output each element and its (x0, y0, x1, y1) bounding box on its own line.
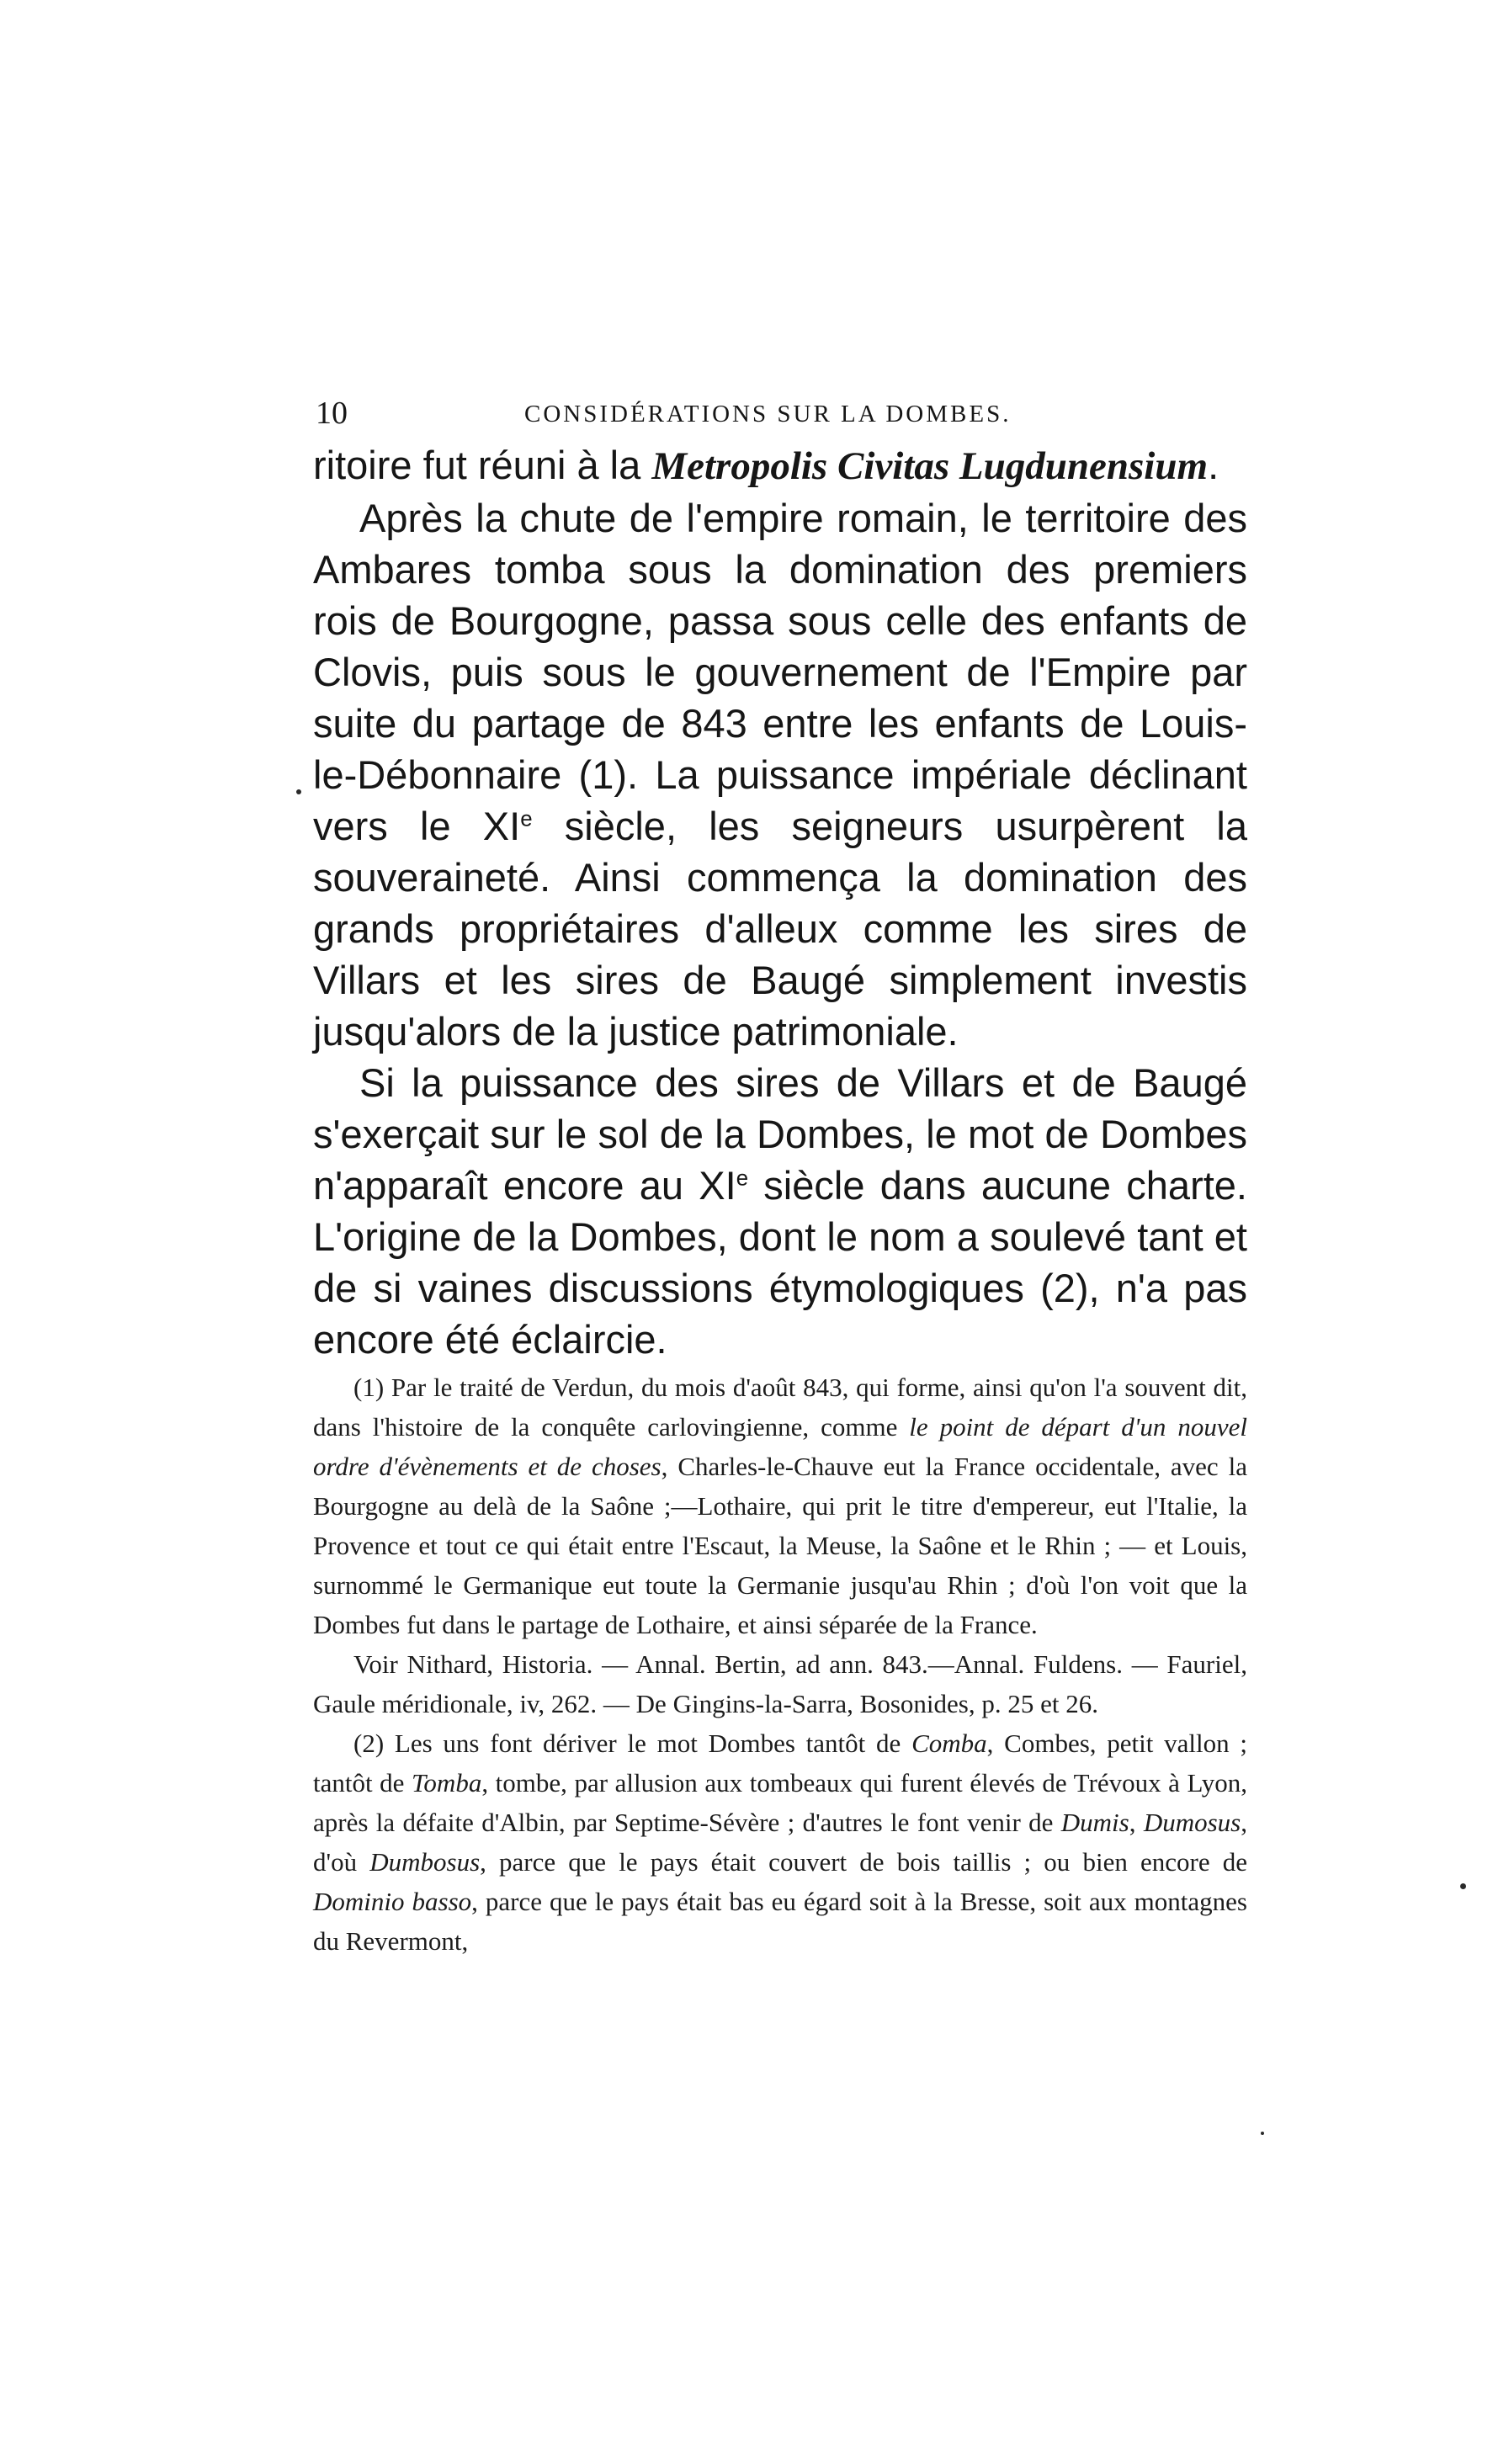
latin-term: Metropolis Civitas Lugdunensium (651, 444, 1209, 488)
footnote-1-references: Voir Nithard, Historia. — Annal. Bertin, ad ann. 843.—Annal. Fuldens. — Fauriel, Gaule méridionale, iv, 262. — De Gingins-la-Sarra, Bosonides, p. 25 et 26. (313, 1649, 1247, 1718)
running-title: CONSIDÉRATIONS SUR LA DOMBES. (524, 401, 1012, 427)
footnote-1: (1) Par le traité de Verdun, du mois d'août 843, qui forme, ainsi qu'on l'a souvent dit, dans l'histoire de la conquête carlovingienne, comme le point de départ d'un nouvel ordre d'évènements et de choses, Charles-le-Chauve eut la France occidentale, avec la Bourgogne au delà de la Saône ;—Lothaire, qui prit le titre d'empereur, eut l'Italie, la Provence et tout ce qui était entre l'Escaut, la Meuse, la Saône et le Rhin ; — et Louis, surnommé le Germanique eut toute la Germanie jusqu'au Rhin ; d'où l'on voit que la Dombes fut dans le partage de Lothaire, et ainsi séparée de la France. (313, 1373, 1247, 1639)
superscript: e (736, 1166, 749, 1191)
paragraph-origin-dombes: Si la puissance des sires de Villars et de Baugé s'exerçait sur le sol de la Dombes, le mot de Dombes n'apparaît encore au XIe siècle dans aucune charte. L'origine de la Dombes, dont le nom a soulevé tant et de si vaines discussions étymologiques (2), n'a pas encore été éclaircie. (313, 1060, 1247, 1362)
paragraph-continuation: ritoire fut réuni à la Metropolis Civitas Lugdunensium. (313, 443, 1219, 488)
footnote-2: (2) Les uns font dériver le mot Dombes tantôt de Comba, Combes, petit vallon ; tantôt de Tomba, tombe, par allusion aux tombeaux qui furent élevés de Trévoux à Lyon, après la défaite d'Albin, par Septime-Sévère ; d'autres le font venir de Dumis, Dumosus, d'où Dumbosus, parce que le pays était couvert de bois taillis ; ou bien encore de Dominio basso, parce que le pays était bas eu égard soit à la Bresse, soit aux montagnes du Revermont, (313, 1729, 1248, 1956)
paragraph-roman-empire: Après la chute de l'empire romain, le territoire des Ambares tomba sous la domination des premiers rois de Bourgogne, passa sous celle des enfants de Clovis, puis sous le gouvernement de l'Empire par suite du partage de 843 entre les enfants de Louis-le-Débonnaire (1). La puissance impériale déclinant vers le XIe siècle, les seigneurs usurpèrent la souveraineté. Ainsi commença la domination des grands propriétaires d'alleux comme les sires de Villars et les sires de Baugé simplement investis jusqu'alors de la justice patrimoniale. (313, 496, 1247, 1054)
ink-speck (296, 789, 301, 794)
superscript: e (520, 807, 533, 831)
running-head (316, 392, 1241, 434)
ink-speck (1460, 1883, 1466, 1889)
main-text (313, 439, 1247, 1365)
page-number: 10 (316, 396, 348, 431)
footnotes (313, 1367, 1247, 1961)
ink-speck (1261, 2132, 1264, 2135)
